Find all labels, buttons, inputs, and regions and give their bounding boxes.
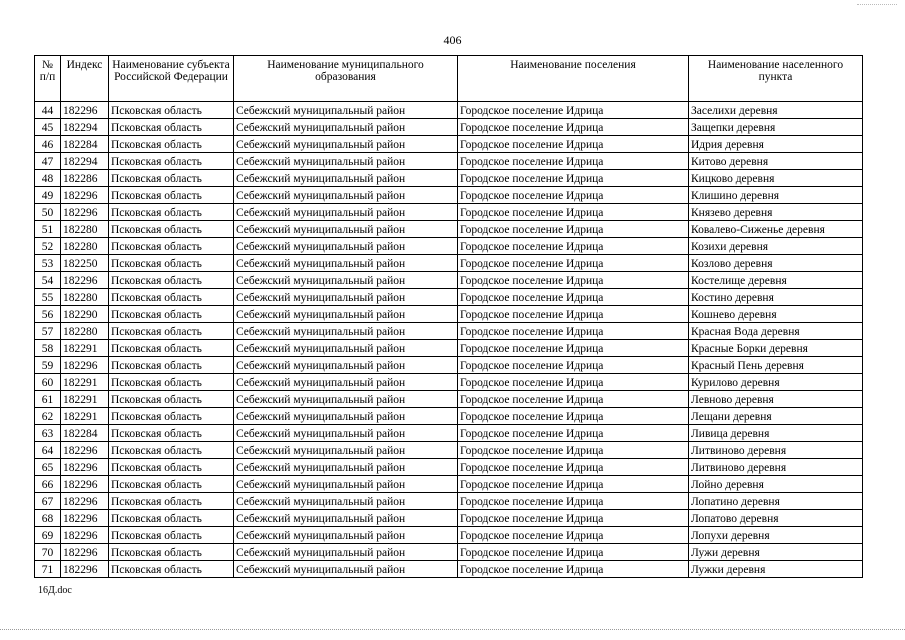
table-row [35, 357, 863, 374]
cell-row-number: 66 [35, 476, 61, 493]
table-row [35, 510, 863, 527]
cell-row-number: 52 [35, 238, 61, 255]
cell-locality: Кошнево деревня [689, 306, 863, 323]
page-number: 406 [443, 33, 462, 47]
cell-postal-index: 182290 [61, 306, 109, 323]
cell-locality: Лещани деревня [689, 408, 863, 425]
table-row [35, 561, 863, 578]
cell-row-number: 68 [35, 510, 61, 527]
table-row [35, 323, 863, 340]
table-row [35, 340, 863, 357]
cell-row-number: 56 [35, 306, 61, 323]
cell-settlement: Городское поселение Идрица [458, 510, 689, 527]
table-row [35, 459, 863, 476]
cell-postal-index: 182296 [61, 561, 109, 578]
cell-row-number: 48 [35, 170, 61, 187]
table-row [35, 238, 863, 255]
table-header-row [35, 56, 863, 102]
table-row [35, 306, 863, 323]
cell-settlement: Городское поселение Идрица [458, 340, 689, 357]
cell-row-number: 65 [35, 459, 61, 476]
cell-federal-subject: Псковская область [109, 544, 234, 561]
cell-municipality: Себежский муниципальный район [234, 476, 458, 493]
cell-postal-index: 182280 [61, 238, 109, 255]
cell-postal-index: 182296 [61, 204, 109, 221]
cell-federal-subject: Псковская область [109, 272, 234, 289]
cell-municipality: Себежский муниципальный район [234, 340, 458, 357]
cell-postal-index: 182291 [61, 374, 109, 391]
table-row [35, 187, 863, 204]
cell-settlement: Городское поселение Идрица [458, 476, 689, 493]
cell-row-number: 62 [35, 408, 61, 425]
cell-postal-index: 182286 [61, 170, 109, 187]
cell-postal-index: 182296 [61, 510, 109, 527]
cell-row-number: 67 [35, 493, 61, 510]
cell-row-number: 60 [35, 374, 61, 391]
cell-municipality: Себежский муниципальный район [234, 357, 458, 374]
cell-federal-subject: Псковская область [109, 255, 234, 272]
header-settlement: Наименование поселения [458, 56, 689, 102]
cell-settlement: Городское поселение Идрица [458, 119, 689, 136]
cell-settlement: Городское поселение Идрица [458, 357, 689, 374]
table-row [35, 255, 863, 272]
cell-municipality: Себежский муниципальный район [234, 136, 458, 153]
cell-locality: Костелище деревня [689, 272, 863, 289]
cell-row-number: 57 [35, 323, 61, 340]
cell-postal-index: 182296 [61, 527, 109, 544]
table-row [35, 221, 863, 238]
cell-municipality: Себежский муниципальный район [234, 442, 458, 459]
cell-settlement: Городское поселение Идрица [458, 204, 689, 221]
cell-row-number: 58 [35, 340, 61, 357]
scan-artifact [857, 4, 897, 5]
cell-federal-subject: Псковская область [109, 476, 234, 493]
cell-settlement: Городское поселение Идрица [458, 306, 689, 323]
cell-municipality: Себежский муниципальный район [234, 527, 458, 544]
cell-row-number: 54 [35, 272, 61, 289]
cell-municipality: Себежский муниципальный район [234, 221, 458, 238]
cell-municipality: Себежский муниципальный район [234, 374, 458, 391]
cell-federal-subject: Псковская область [109, 306, 234, 323]
cell-postal-index: 182296 [61, 493, 109, 510]
settlements-table [34, 55, 863, 578]
cell-settlement: Городское поселение Идрица [458, 408, 689, 425]
cell-settlement: Городское поселение Идрица [458, 527, 689, 544]
cell-settlement: Городское поселение Идрица [458, 255, 689, 272]
cell-federal-subject: Псковская область [109, 374, 234, 391]
cell-settlement: Городское поселение Идрица [458, 391, 689, 408]
cell-row-number: 47 [35, 153, 61, 170]
cell-settlement: Городское поселение Идрица [458, 136, 689, 153]
cell-federal-subject: Псковская область [109, 340, 234, 357]
cell-settlement: Городское поселение Идрица [458, 442, 689, 459]
cell-locality: Клишино деревня [689, 187, 863, 204]
cell-federal-subject: Псковская область [109, 561, 234, 578]
cell-locality: Лойно деревня [689, 476, 863, 493]
cell-municipality: Себежский муниципальный район [234, 204, 458, 221]
cell-row-number: 45 [35, 119, 61, 136]
cell-locality: Идрия деревня [689, 136, 863, 153]
cell-federal-subject: Псковская область [109, 170, 234, 187]
cell-federal-subject: Псковская область [109, 136, 234, 153]
cell-locality: Курилово деревня [689, 374, 863, 391]
table-row [35, 391, 863, 408]
table-row [35, 272, 863, 289]
cell-federal-subject: Псковская область [109, 527, 234, 544]
cell-postal-index: 182280 [61, 221, 109, 238]
cell-locality: Красный Пень деревня [689, 357, 863, 374]
table-row [35, 408, 863, 425]
cell-postal-index: 182296 [61, 442, 109, 459]
cell-settlement: Городское поселение Идрица [458, 187, 689, 204]
table-row [35, 493, 863, 510]
cell-municipality: Себежский муниципальный район [234, 170, 458, 187]
cell-row-number: 64 [35, 442, 61, 459]
cell-municipality: Себежский муниципальный район [234, 238, 458, 255]
cell-settlement: Городское поселение Идрица [458, 425, 689, 442]
cell-locality: Князево деревня [689, 204, 863, 221]
cell-locality: Костино деревня [689, 289, 863, 306]
cell-postal-index: 182296 [61, 187, 109, 204]
cell-federal-subject: Псковская область [109, 102, 234, 119]
cell-federal-subject: Псковская область [109, 510, 234, 527]
cell-postal-index: 182296 [61, 459, 109, 476]
cell-municipality: Себежский муниципальный район [234, 408, 458, 425]
cell-locality: Ливица деревня [689, 425, 863, 442]
cell-postal-index: 182294 [61, 119, 109, 136]
cell-postal-index: 182294 [61, 153, 109, 170]
cell-municipality: Себежский муниципальный район [234, 493, 458, 510]
cell-row-number: 49 [35, 187, 61, 204]
cell-row-number: 61 [35, 391, 61, 408]
cell-postal-index: 182250 [61, 255, 109, 272]
cell-municipality: Себежский муниципальный район [234, 544, 458, 561]
cell-postal-index: 182291 [61, 408, 109, 425]
cell-locality: Защепки деревня [689, 119, 863, 136]
cell-row-number: 69 [35, 527, 61, 544]
document-filename: 16Д.doc [38, 585, 72, 596]
cell-federal-subject: Псковская область [109, 221, 234, 238]
table-row [35, 374, 863, 391]
table-row [35, 544, 863, 561]
cell-municipality: Себежский муниципальный район [234, 272, 458, 289]
cell-federal-subject: Псковская область [109, 391, 234, 408]
cell-row-number: 70 [35, 544, 61, 561]
cell-settlement: Городское поселение Идрица [458, 544, 689, 561]
header-postal-index: Индекс [61, 56, 109, 102]
cell-locality: Лопатино деревня [689, 493, 863, 510]
cell-postal-index: 182296 [61, 544, 109, 561]
cell-locality: Ковалево-Сиженье деревня [689, 221, 863, 238]
table-row [35, 153, 863, 170]
table-row [35, 425, 863, 442]
cell-postal-index: 182284 [61, 136, 109, 153]
cell-municipality: Себежский муниципальный район [234, 459, 458, 476]
header-row-number: № п/п [35, 56, 61, 102]
cell-municipality: Себежский муниципальный район [234, 323, 458, 340]
cell-federal-subject: Псковская область [109, 408, 234, 425]
cell-federal-subject: Псковская область [109, 323, 234, 340]
cell-federal-subject: Псковская область [109, 119, 234, 136]
table-row [35, 102, 863, 119]
cell-row-number: 53 [35, 255, 61, 272]
scan-artifact-line [0, 629, 905, 630]
cell-locality: Литвиново деревня [689, 442, 863, 459]
cell-locality: Кицково деревня [689, 170, 863, 187]
cell-federal-subject: Псковская область [109, 238, 234, 255]
cell-municipality: Себежский муниципальный район [234, 510, 458, 527]
cell-federal-subject: Псковская область [109, 204, 234, 221]
cell-federal-subject: Псковская область [109, 425, 234, 442]
cell-postal-index: 182296 [61, 476, 109, 493]
cell-settlement: Городское поселение Идрица [458, 289, 689, 306]
cell-row-number: 55 [35, 289, 61, 306]
header-municipality: Наименование муниципального образования [234, 56, 458, 102]
cell-municipality: Себежский муниципальный район [234, 153, 458, 170]
cell-settlement: Городское поселение Идрица [458, 238, 689, 255]
cell-settlement: Городское поселение Идрица [458, 170, 689, 187]
table-row [35, 119, 863, 136]
cell-postal-index: 182291 [61, 340, 109, 357]
cell-row-number: 63 [35, 425, 61, 442]
cell-locality: Красные Борки деревня [689, 340, 863, 357]
cell-row-number: 46 [35, 136, 61, 153]
cell-row-number: 71 [35, 561, 61, 578]
cell-municipality: Себежский муниципальный район [234, 102, 458, 119]
cell-row-number: 44 [35, 102, 61, 119]
cell-settlement: Городское поселение Идрица [458, 221, 689, 238]
cell-locality: Левново деревня [689, 391, 863, 408]
cell-federal-subject: Псковская область [109, 459, 234, 476]
cell-settlement: Городское поселение Идрица [458, 323, 689, 340]
cell-postal-index: 182280 [61, 323, 109, 340]
cell-settlement: Городское поселение Идрица [458, 374, 689, 391]
cell-postal-index: 182296 [61, 272, 109, 289]
cell-settlement: Городское поселение Идрица [458, 561, 689, 578]
cell-postal-index: 182296 [61, 102, 109, 119]
cell-locality: Литвиново деревня [689, 459, 863, 476]
cell-municipality: Себежский муниципальный район [234, 187, 458, 204]
cell-federal-subject: Псковская область [109, 289, 234, 306]
cell-settlement: Городское поселение Идрица [458, 459, 689, 476]
cell-locality: Лопатово деревня [689, 510, 863, 527]
cell-settlement: Городское поселение Идрица [458, 493, 689, 510]
cell-locality: Красная Вода деревня [689, 323, 863, 340]
table-row [35, 527, 863, 544]
cell-locality: Заселихи деревня [689, 102, 863, 119]
cell-federal-subject: Псковская область [109, 493, 234, 510]
cell-postal-index: 182284 [61, 425, 109, 442]
table-row [35, 442, 863, 459]
cell-federal-subject: Псковская область [109, 442, 234, 459]
table-row [35, 136, 863, 153]
cell-postal-index: 182296 [61, 357, 109, 374]
table-row [35, 204, 863, 221]
cell-row-number: 50 [35, 204, 61, 221]
cell-municipality: Себежский муниципальный район [234, 255, 458, 272]
cell-locality: Лужки деревня [689, 561, 863, 578]
cell-federal-subject: Псковская область [109, 357, 234, 374]
cell-municipality: Себежский муниципальный район [234, 289, 458, 306]
table-row [35, 289, 863, 306]
cell-municipality: Себежский муниципальный район [234, 425, 458, 442]
cell-row-number: 59 [35, 357, 61, 374]
cell-federal-subject: Псковская область [109, 153, 234, 170]
cell-municipality: Себежский муниципальный район [234, 561, 458, 578]
cell-locality: Козихи деревня [689, 238, 863, 255]
table-body [35, 102, 863, 578]
cell-postal-index: 182291 [61, 391, 109, 408]
cell-municipality: Себежский муниципальный район [234, 119, 458, 136]
cell-settlement: Городское поселение Идрица [458, 153, 689, 170]
cell-row-number: 51 [35, 221, 61, 238]
cell-settlement: Городское поселение Идрица [458, 102, 689, 119]
cell-federal-subject: Псковская область [109, 187, 234, 204]
cell-postal-index: 182280 [61, 289, 109, 306]
cell-municipality: Себежский муниципальный район [234, 391, 458, 408]
cell-settlement: Городское поселение Идрица [458, 272, 689, 289]
header-locality: Наименование населенного пункта [689, 56, 863, 102]
cell-locality: Козлово деревня [689, 255, 863, 272]
cell-locality: Лопухи деревня [689, 527, 863, 544]
cell-locality: Китово деревня [689, 153, 863, 170]
cell-municipality: Себежский муниципальный район [234, 306, 458, 323]
header-federal-subject: Наименование субъекта Российской Федерации [109, 56, 234, 102]
table-row [35, 476, 863, 493]
cell-locality: Лужи деревня [689, 544, 863, 561]
table-row [35, 170, 863, 187]
